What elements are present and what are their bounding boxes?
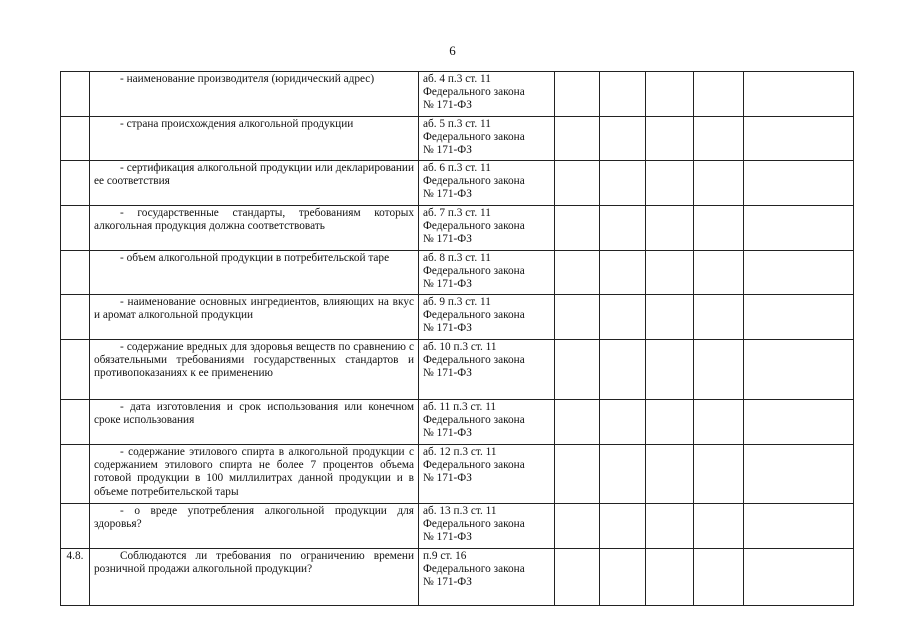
item-number-cell [61, 340, 90, 400]
answer-cell [694, 549, 744, 606]
table-body [61, 72, 854, 606]
answer-cell [744, 295, 854, 340]
page-number: 6 [449, 43, 456, 58]
requirement-text: - объем алкогольной продукции в потребительской таре [120, 252, 390, 264]
answer-cell [694, 206, 744, 251]
answer-cell [694, 445, 744, 504]
legal-basis-line: № 171-ФЗ [423, 367, 472, 380]
legal-basis-line: № 171-ФЗ [423, 427, 472, 440]
legal-basis-line: аб. 10 п.3 ст. 11 [423, 341, 497, 353]
legal-basis-line: аб. 4 п.3 ст. 11 [423, 73, 491, 85]
legal-basis-cell [419, 504, 555, 549]
item-number-cell [61, 206, 90, 251]
requirement-cell [90, 161, 419, 206]
legal-basis-line: п.9 ст. 16 [423, 550, 467, 562]
legal-basis-line: № 171-ФЗ [423, 531, 472, 544]
answer-cell [555, 206, 600, 251]
answer-cell [744, 445, 854, 504]
table-row [61, 161, 854, 206]
answer-cell [555, 161, 600, 206]
legal-basis-line: аб. 6 п.3 ст. 11 [423, 162, 491, 174]
legal-basis-line: № 171-ФЗ [423, 99, 472, 112]
answer-cell [646, 504, 694, 549]
legal-basis-cell [419, 295, 555, 340]
table-row [61, 340, 854, 400]
legal-basis-cell [419, 400, 555, 445]
answer-cell [646, 445, 694, 504]
table-row [61, 72, 854, 117]
answer-cell [600, 340, 646, 400]
requirement-text: - содержание вредных для здоровья веществ по сравнению с обязательными требованиями государственных стандартов и противопоказаниях к ее применению [94, 341, 414, 380]
legal-basis-line: Федерального закона [423, 220, 525, 233]
answer-cell [744, 340, 854, 400]
answer-cell [694, 117, 744, 161]
requirement-cell [90, 117, 419, 161]
answer-cell [744, 161, 854, 206]
legal-basis-line: аб. 5 п.3 ст. 11 [423, 118, 491, 130]
table-row [61, 504, 854, 549]
answer-cell [600, 295, 646, 340]
requirement-text: - содержание этилового спирта в алкогольной продукции с содержанием этилового спирта не более 7 процентов объема готовой продукции в 100 миллилитрах данной продукции и в объеме потребительской тары [94, 446, 414, 498]
answer-cell [600, 206, 646, 251]
table-row [61, 549, 854, 606]
legal-basis-line: Федерального закона [423, 175, 525, 188]
legal-basis-line: Федерального закона [423, 459, 525, 472]
requirement-text: - наименование основных ингредиентов, влияющих на вкус и аромат алкогольной продукции [94, 296, 414, 322]
answer-cell [694, 161, 744, 206]
item-number-cell [61, 251, 90, 295]
legal-basis-line: аб. 13 п.3 ст. 11 [423, 505, 497, 517]
requirement-text: - наименование производителя (юридический адрес) [120, 73, 375, 85]
requirement-text: - сертификация алкогольной продукции или декларировании ее соответствия [94, 162, 414, 188]
legal-basis-line: № 171-ФЗ [423, 322, 472, 335]
requirement-cell [90, 504, 419, 549]
legal-basis-cell [419, 445, 555, 504]
legal-basis-line: № 171-ФЗ [423, 278, 472, 291]
legal-basis-cell [419, 161, 555, 206]
item-number-cell [61, 504, 90, 549]
legal-basis-line: аб. 8 п.3 ст. 11 [423, 252, 491, 264]
requirement-cell [90, 206, 419, 251]
requirement-text: - страна происхождения алкогольной продукции [120, 118, 354, 130]
answer-cell [744, 549, 854, 606]
legal-basis-line: № 171-ФЗ [423, 576, 472, 589]
legal-basis-line: № 171-ФЗ [423, 144, 472, 157]
answer-cell [600, 445, 646, 504]
requirement-text: - дата изготовления и срок использования или конечном сроке использования [94, 401, 414, 427]
answer-cell [600, 161, 646, 206]
legal-basis-cell [419, 549, 555, 606]
answer-cell [600, 504, 646, 549]
legal-basis-line: № 171-ФЗ [423, 472, 472, 485]
answer-cell [646, 161, 694, 206]
legal-basis-line: Федерального закона [423, 354, 525, 367]
answer-cell [646, 549, 694, 606]
answer-cell [555, 251, 600, 295]
answer-cell [694, 504, 744, 549]
legal-basis-line: Федерального закона [423, 309, 525, 322]
answer-cell [646, 206, 694, 251]
requirement-cell [90, 549, 419, 606]
requirement-text: Соблюдаются ли требования по ограничению времени розничной продажи алкогольной продукции? [94, 550, 414, 576]
answer-cell [600, 251, 646, 295]
table-row [61, 251, 854, 295]
item-number-cell [61, 445, 90, 504]
requirement-cell [90, 340, 419, 400]
answer-cell [646, 117, 694, 161]
requirement-cell [90, 400, 419, 445]
answer-cell [600, 72, 646, 117]
answer-cell [555, 549, 600, 606]
legal-basis-cell [419, 117, 555, 161]
item-number-cell [61, 161, 90, 206]
requirement-cell [90, 72, 419, 117]
answer-cell [646, 400, 694, 445]
answer-cell [744, 72, 854, 117]
answer-cell [555, 117, 600, 161]
answer-cell [555, 445, 600, 504]
answer-cell [600, 117, 646, 161]
table-row [61, 295, 854, 340]
requirement-text: - государственные стандарты, требованиям которых алкогольная продукция должна соответствовать [94, 207, 414, 233]
answer-cell [744, 251, 854, 295]
answer-cell [744, 206, 854, 251]
legal-basis-cell [419, 251, 555, 295]
legal-basis-line: Федерального закона [423, 131, 525, 144]
answer-cell [744, 400, 854, 445]
item-number-cell [61, 72, 90, 117]
item-number-cell: 4.8. [61, 549, 90, 606]
answer-cell [600, 400, 646, 445]
answer-cell [744, 117, 854, 161]
legal-basis-line: аб. 9 п.3 ст. 11 [423, 296, 491, 308]
answer-cell [694, 251, 744, 295]
legal-basis-line: Федерального закона [423, 265, 525, 278]
requirement-cell [90, 251, 419, 295]
legal-basis-line: аб. 7 п.3 ст. 11 [423, 207, 491, 219]
checklist-table [60, 71, 854, 606]
answer-cell [646, 295, 694, 340]
table-row [61, 400, 854, 445]
answer-cell [600, 549, 646, 606]
legal-basis-line: Федерального закона [423, 518, 525, 531]
answer-cell [694, 72, 744, 117]
legal-basis-line: Федерального закона [423, 86, 525, 99]
item-number-cell [61, 295, 90, 340]
legal-basis-line: Федерального закона [423, 414, 525, 427]
answer-cell [694, 400, 744, 445]
item-number-cell [61, 400, 90, 445]
answer-cell [555, 295, 600, 340]
requirement-cell [90, 295, 419, 340]
legal-basis-cell [419, 340, 555, 400]
legal-basis-cell [419, 206, 555, 251]
table-row [61, 117, 854, 161]
answer-cell [555, 504, 600, 549]
item-number-cell [61, 117, 90, 161]
answer-cell [694, 340, 744, 400]
answer-cell [555, 72, 600, 117]
answer-cell [694, 295, 744, 340]
legal-basis-line: № 171-ФЗ [423, 188, 472, 201]
answer-cell [646, 72, 694, 117]
requirement-cell [90, 445, 419, 504]
legal-basis-line: аб. 12 п.3 ст. 11 [423, 446, 497, 458]
answer-cell [555, 400, 600, 445]
legal-basis-cell [419, 72, 555, 117]
legal-basis-line: Федерального закона [423, 563, 525, 576]
answer-cell [744, 504, 854, 549]
answer-cell [646, 251, 694, 295]
legal-basis-line: аб. 11 п.3 ст. 11 [423, 401, 497, 413]
table-row [61, 445, 854, 504]
answer-cell [646, 340, 694, 400]
legal-basis-line: № 171-ФЗ [423, 233, 472, 246]
answer-cell [555, 340, 600, 400]
table-row [61, 206, 854, 251]
requirement-text: - о вреде употребления алкогольной продукции для здоровья? [94, 505, 414, 531]
